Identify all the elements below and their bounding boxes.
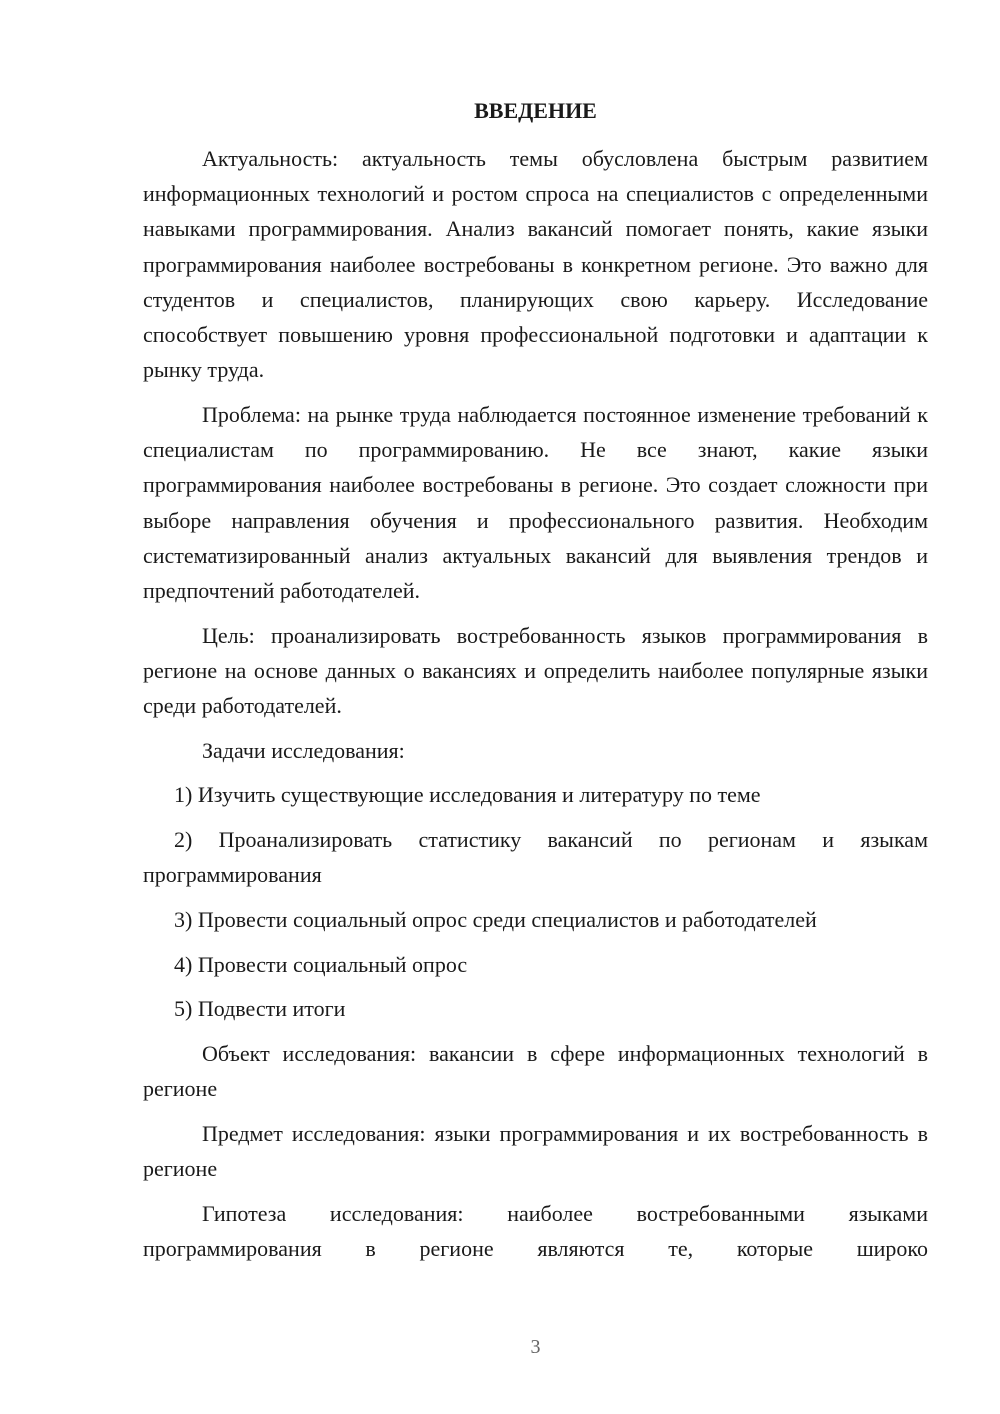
paragraph-goal: Цель: проанализировать востребованность языков программирования в регионе на основе данных о вакансиях и определить наиболее популярные языки среди работодателей. xyxy=(143,622,928,719)
paragraph-tasks-heading: Задачи исследования: xyxy=(202,737,405,763)
task-item-1: 1) Изучить существующие исследования и литературу по теме xyxy=(174,782,761,808)
document-body xyxy=(143,141,928,1266)
paragraph-relevance: Актуальность: актуальность темы обусловлена быстрым развитием информационных технологий и ростом спроса на специалистов с определенными навыками программирования. Анализ вакансий помогает понять, какие языки программирования наиболее востребованы в конкретном регионе. Это важно для студентов и специалистов, планирующих свою карьеру. Исследование способствует повышению уровня профессиональной подготовки и адаптации к рынку труда. xyxy=(143,146,928,383)
paragraph-subject: Предмет исследования: языки программирования и их востребованность в регионе xyxy=(143,1121,928,1182)
task-item-4: 4) Провести социальный опрос xyxy=(174,951,468,977)
task-item-2: 2) Проанализировать статистику вакансий по регионам и языкам программирования xyxy=(143,827,928,888)
paragraph-hypothesis: Гипотеза исследования: наиболее востребованными языками программирования в регионе являются те, которые широко xyxy=(143,1200,928,1262)
task-item-5: 5) Подвести итоги xyxy=(174,996,346,1022)
page-number: 3 xyxy=(530,1336,541,1358)
paragraph-problem: Проблема: на рынке труда наблюдается постоянное изменение требований к специалистам по программированию. Не все знают, какие языки программирования наиболее востребованы в регионе. Это создает сложности при выборе направления обучения и профессионального развития. Необходим систематизированный анализ актуальных вакансий для выявления трендов и предпочтений работодателей. xyxy=(143,401,928,603)
document-page xyxy=(143,0,928,1414)
paragraph-object: Объект исследования: вакансии в сфере информационных технологий в регионе xyxy=(143,1041,928,1102)
task-item-3: 3) Провести социальный опрос среди специалистов и работодателей xyxy=(174,907,817,933)
page-title: ВВЕДЕНИЕ xyxy=(474,98,597,123)
